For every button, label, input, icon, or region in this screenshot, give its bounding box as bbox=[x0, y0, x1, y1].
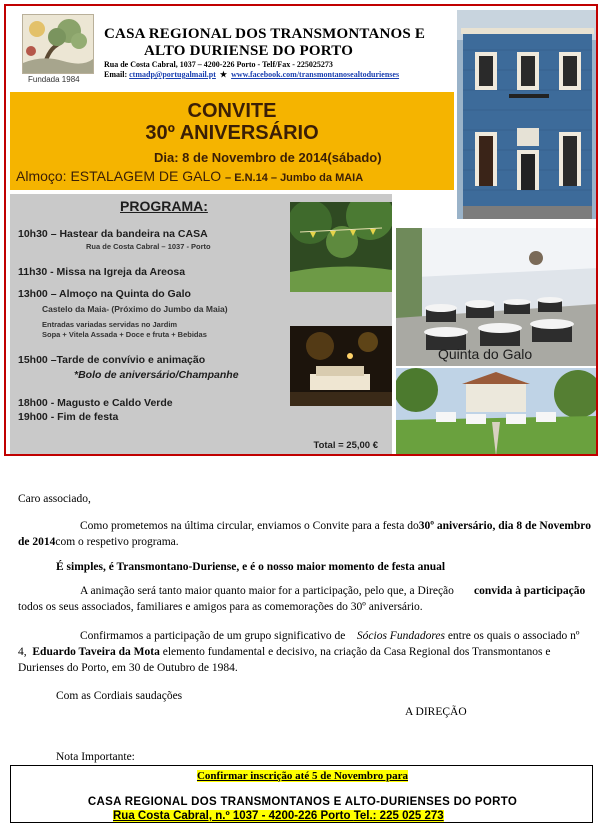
note-phone: Tel.: 225 025 273 bbox=[353, 810, 444, 822]
organization-name-line1: CASA REGIONAL DOS TRANSMONTANOS E bbox=[104, 26, 426, 42]
total-price: Total = 25,00 € bbox=[313, 440, 378, 451]
program-item-detail: Castelo da Maia- (Próximo do Jumbo da Maia) bbox=[42, 304, 228, 314]
organization-address: Rua de Costa Cabral, 1037 – 4200-226 Porto - Telf/Fax - 225025273 bbox=[104, 60, 333, 69]
confirmation-deadline bbox=[11, 770, 594, 782]
letter-text: Como prometemos na última circular, enviamos o Convite para a festa do bbox=[80, 520, 419, 532]
email-link[interactable]: ctmadp@portugalmail.pt bbox=[129, 70, 216, 79]
confirmation-text: Confirmar inscrição até 5 de Novembro para bbox=[196, 770, 408, 782]
letter-paragraph-1 bbox=[18, 518, 592, 550]
note-organization-name: CASA REGIONAL DOS TRANSMONTANOS E ALTO-DURIENSES DO PORTO bbox=[87, 796, 518, 808]
letter-text: associado nº 4, bbox=[18, 630, 580, 658]
slogan-text: É simples, é Transmontano-Duriense, e é o nosso maior momento de festa anual bbox=[56, 561, 446, 573]
photo-caption: Quinta do Galo bbox=[438, 346, 533, 362]
invitation-flyer bbox=[4, 4, 598, 456]
letter-closing: Com as Cordiais saudações bbox=[56, 690, 183, 702]
letter-text: entre os quais o bbox=[447, 630, 520, 642]
anniversary-highlight: 30º aniversário, dia 8 bbox=[418, 520, 523, 532]
letter-greeting: Caro associado, bbox=[18, 493, 91, 505]
letter-paragraph-2 bbox=[56, 559, 445, 575]
letter-paragraph-3 bbox=[18, 583, 592, 615]
letter-text: todos os seus associados, familiares e amigos para as comemorações do 30º aniversário. bbox=[18, 601, 423, 613]
lunch-label: Almoço: bbox=[16, 168, 67, 184]
association-logo bbox=[22, 14, 94, 74]
founders-highlight: Sócios Fundadores bbox=[356, 630, 445, 642]
letter-text: com o respetivo programa. bbox=[55, 536, 179, 548]
outdoor-event-image bbox=[396, 368, 598, 456]
note-address: Rua Costa Cabral, n.º 1037 - 4200-226 Porto bbox=[113, 810, 351, 822]
lunch-place: ESTALAGEM DE GALO bbox=[70, 168, 222, 184]
program-item: 19h00 - Fim de festa bbox=[18, 411, 119, 423]
program-item-detail: Rua de Costa Cabral – 1037 - Porto bbox=[86, 242, 211, 251]
letter-text: A animação será tanto maior quanto maior for a participação, pelo que, a Direção bbox=[80, 585, 454, 597]
contact-row bbox=[104, 70, 399, 79]
lunch-info bbox=[16, 168, 363, 184]
building-facade-image bbox=[457, 10, 598, 219]
program-item: 10h30 – Hastear da bandeira na CASA bbox=[18, 228, 208, 240]
letter-paragraph-4 bbox=[18, 628, 592, 676]
letter-signature: A DIREÇÃO bbox=[405, 706, 467, 718]
program-item: 18h00 - Magusto e Caldo Verde bbox=[18, 397, 173, 409]
important-note-box bbox=[10, 765, 593, 823]
program-item-detail: *Bolo de aniversário/Champanhe bbox=[74, 369, 239, 381]
member-name: Eduardo Taveira da Mota bbox=[32, 646, 160, 658]
garden-photo bbox=[290, 202, 392, 292]
note-contact bbox=[113, 810, 444, 822]
lunch-location: – E.N.14 – Jumbo da MAIA bbox=[225, 172, 364, 184]
headquarters-building-photo bbox=[457, 10, 598, 219]
program-item: 13h00 – Almoço na Quinta do Galo bbox=[18, 288, 191, 300]
invite-highlight: convida à bbox=[474, 585, 522, 597]
program-item: 15h00 –Tarde de convívio e animação bbox=[18, 354, 206, 366]
letter-text: dos Transmontanos e Durienses do Porto, em 30 de Outubro de 1984. bbox=[18, 646, 551, 674]
facebook-icon: ★ bbox=[217, 70, 230, 79]
program-item: 11h30 - Missa na Igreja da Areosa bbox=[18, 266, 186, 278]
invitation-title: CONVITE bbox=[187, 100, 277, 122]
invitation-banner bbox=[10, 92, 454, 190]
note-label: Nota Importante: bbox=[56, 751, 135, 763]
garden-image bbox=[290, 202, 392, 292]
outdoor-garden-photo bbox=[396, 368, 598, 456]
event-date: Dia: 8 de Novembro de 2014(sábado) bbox=[154, 150, 382, 165]
program-item-detail: Entradas variadas servidas no Jardim bbox=[42, 320, 178, 329]
facebook-link[interactable]: www.facebook.com/transmontanosealtodurienses bbox=[231, 70, 400, 79]
date-highlight: de Novembro de 2014 bbox=[18, 520, 591, 548]
logo-tree-illustration bbox=[23, 15, 93, 73]
cake-night-photo bbox=[290, 326, 392, 406]
email-label: Email: bbox=[104, 70, 128, 79]
letter-text: Confirmamos a participação de um grupo significativo de bbox=[80, 630, 346, 642]
letter-text: elemento fundamental e decisivo, na criação da Casa Regional bbox=[162, 646, 451, 658]
program-title: PROGRAMA: bbox=[120, 198, 208, 214]
program-item-detail: Sopa + Vitela Assada + Doce e fruta + Bebidas bbox=[42, 330, 207, 339]
anniversary-title: 30º ANIVERSÁRIO bbox=[145, 122, 319, 144]
invite-highlight: participação bbox=[523, 585, 586, 597]
organization-name-line2: ALTO DURIENSE DO PORTO bbox=[144, 43, 354, 59]
founded-year: Fundada 1984 bbox=[28, 75, 80, 84]
anniversary-cake-image bbox=[290, 326, 392, 406]
